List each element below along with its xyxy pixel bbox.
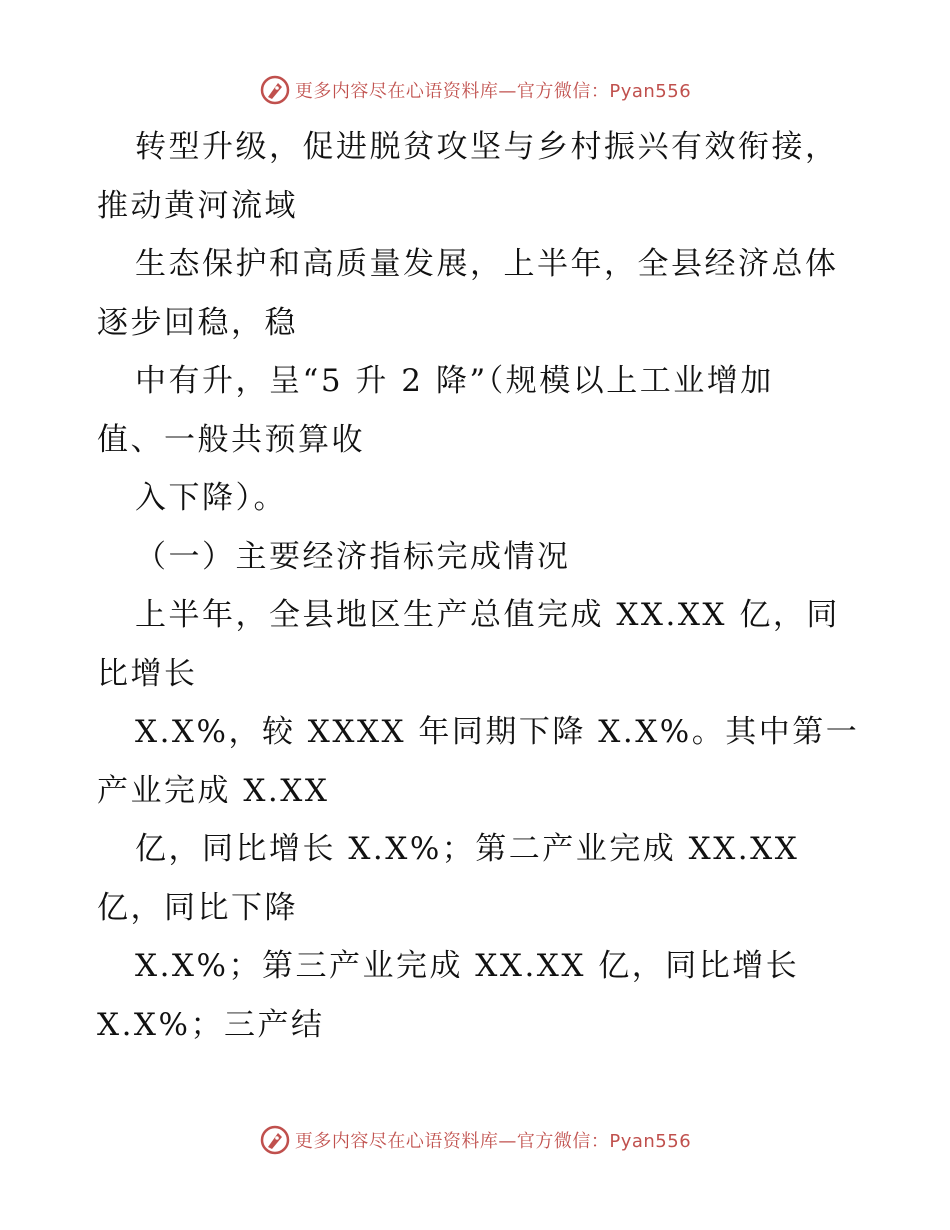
body-line: X.X%；第三产业完成 XX.XX 亿，同比增长 (135, 948, 800, 984)
banner-text (295, 1127, 691, 1153)
header-banner (0, 70, 950, 110)
body-line: 逐步回稳，稳 (97, 304, 298, 341)
document-body (97, 118, 877, 1054)
section-heading: （一）主要经济指标完成情况 (135, 538, 571, 575)
body-line: 上半年，全县地区生产总值完成 XX.XX 亿，同 (135, 597, 840, 633)
footer-banner (0, 1120, 950, 1160)
body-line: X.X%；三产结 (97, 1006, 325, 1043)
body-line: 推动黄河流域 (97, 187, 298, 224)
pen-nib-logo-icon (259, 1124, 291, 1156)
pen-nib-logo-icon (259, 74, 291, 106)
body-line: 生态保护和高质量发展，上半年，全县经济总体 (135, 246, 839, 282)
banner-text (295, 77, 691, 103)
body-line: 转型升级，促进脱贫攻坚与乡村振兴有效衔接， (135, 129, 839, 165)
body-line: 值、一般共预算收 (97, 421, 365, 458)
body-line: X.X%，较 XXXX 年同期下降 X.X%。其中第一 (135, 714, 860, 750)
banner-site-name: 更多内容尽在心语资料库 (294, 81, 499, 102)
banner-wechat: 官方微信：Pyan556 (516, 81, 692, 102)
body-line: 中有升，呈“5 升 2 降”（规模以上工业增加 (135, 363, 774, 399)
body-line: 亿，同比增长 X.X%；第二产业完成 XX.XX (135, 831, 800, 867)
banner-wechat: 官方微信：Pyan556 (516, 1131, 692, 1152)
body-line: 亿，同比下降 (97, 889, 298, 926)
body-line: 入下降）。 (135, 480, 287, 516)
banner-dash: — (498, 81, 517, 102)
body-line: 产业完成 X.XX (97, 772, 330, 809)
banner-site-name: 更多内容尽在心语资料库 (294, 1131, 499, 1152)
banner-dash: — (498, 1131, 517, 1152)
body-line: 比增长 (97, 655, 198, 692)
